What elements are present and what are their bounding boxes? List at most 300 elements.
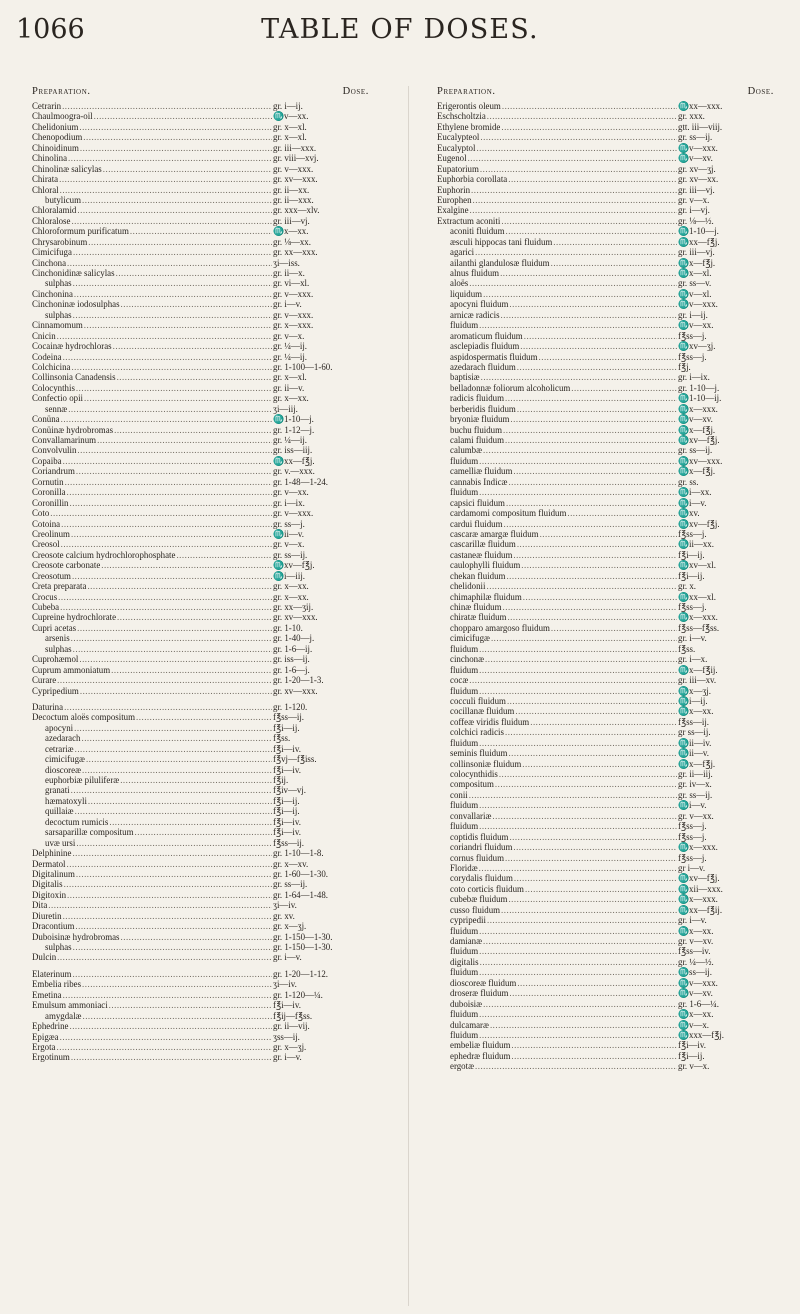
dose-value: f℥i—ij.	[273, 722, 300, 733]
preparation-name: Euphorbia corollata	[437, 174, 508, 185]
dose-entry	[32, 174, 377, 184]
dose-entry	[437, 529, 782, 539]
preparation-name: Ergotinum	[32, 1052, 70, 1063]
dose-entry	[437, 873, 782, 883]
dose-entry	[437, 665, 782, 675]
dose-entry	[32, 592, 377, 602]
dose-entry	[32, 969, 377, 979]
dot-leader	[517, 539, 677, 549]
preparation-name: Creolinum	[32, 528, 70, 539]
preparation-name: fluidum	[450, 455, 479, 466]
dot-leader	[57, 952, 272, 962]
dose-entry	[32, 890, 377, 900]
dot-leader	[83, 132, 272, 142]
dose-value: gr. xv—xx.	[678, 174, 719, 185]
dose-value: ♏v—xv.	[678, 153, 713, 164]
dose-value: f℥ss—j.	[678, 351, 707, 362]
preparation-name: uvæ ursi	[45, 837, 76, 848]
dose-entry	[437, 132, 782, 142]
dose-value: ♏xii—xxx.	[678, 883, 723, 894]
dot-leader	[492, 811, 677, 821]
dose-value: gr. xv.	[273, 910, 295, 921]
dose-entry	[437, 550, 782, 560]
preparation-name: Digitoxin	[32, 889, 67, 900]
preparation-name: decoctum rumicis	[45, 816, 109, 827]
dose-entry	[437, 853, 782, 863]
preparation-name: baptisiæ	[450, 372, 480, 383]
dose-value: ♏v—xv.	[678, 414, 713, 425]
dot-leader	[475, 247, 677, 257]
dose-entry	[32, 299, 377, 309]
preparation-name: Chelidonium	[32, 121, 79, 132]
dot-leader	[501, 216, 677, 226]
dose-entry	[437, 999, 782, 1009]
dose-entry	[437, 821, 782, 831]
dose-value: gr. x—xv.	[273, 858, 309, 869]
preparation-name: Chloralamid	[32, 205, 77, 216]
dose-entry	[32, 1032, 377, 1042]
dose-entry	[32, 310, 377, 320]
dose-entry	[437, 560, 782, 570]
dot-leader	[80, 686, 272, 696]
dose-value: gr. 1-150—1-30.	[273, 931, 333, 942]
preparation-name: aromaticum fluidum	[450, 330, 523, 341]
dose-entry	[437, 320, 782, 330]
dose-list	[437, 101, 782, 1072]
dot-leader	[507, 612, 677, 622]
preparation-name: dioscoreæ fluidum	[450, 977, 517, 988]
preparation-name: Creosote carbonate	[32, 560, 101, 571]
dose-entry	[437, 445, 782, 455]
preparation-name: ergotæ	[450, 1061, 474, 1072]
dose-entry	[32, 383, 377, 393]
preparation-name: cubebæ fluidum	[450, 894, 508, 905]
dose-entry	[32, 425, 377, 435]
dose-entry	[437, 341, 782, 351]
preparation-name: coto corticis fluidum	[450, 883, 524, 894]
dose-value: ♏1-10—j.	[678, 226, 719, 237]
preparation-name: sulphas	[45, 278, 72, 289]
dot-leader	[121, 299, 272, 309]
dot-leader	[483, 445, 677, 455]
dose-value: ♏x—xxx.	[678, 894, 718, 905]
dot-leader	[487, 111, 677, 121]
dot-leader	[68, 404, 272, 414]
dose-entry	[32, 320, 377, 330]
dose-entry	[32, 723, 377, 733]
preparation-name: Ephedrine	[32, 1021, 69, 1032]
dose-value: ʒi—iss.	[273, 257, 300, 268]
dose-entry	[32, 529, 377, 539]
dose-value: f℥ss—j.	[678, 330, 707, 341]
preparation-name: Convolvulin	[32, 445, 77, 456]
dot-leader	[469, 790, 677, 800]
dot-leader	[61, 539, 272, 549]
dose-value: gr. x—ʒj.	[273, 1041, 307, 1052]
dot-leader	[517, 404, 677, 414]
preparation-name: Chenopodium	[32, 132, 83, 143]
dot-leader	[130, 226, 272, 236]
dot-leader	[479, 821, 677, 831]
dose-entry	[437, 435, 782, 445]
dot-leader	[508, 894, 677, 904]
preparation-name: Ethylene bromide	[437, 121, 501, 132]
dose-value: gr. 1-6—¼.	[678, 998, 719, 1009]
dose-value: gr. ¼—ij.	[273, 351, 308, 362]
dose-value: f℥j.	[678, 361, 691, 372]
preparation-name: apocyni fluidum	[450, 299, 509, 310]
dose-value: ♏1-10—ij.	[678, 393, 722, 404]
preparation-name: azedarach fluidum	[450, 361, 516, 372]
preparation-name: fluidum	[450, 320, 479, 331]
dose-entry	[32, 247, 377, 257]
dose-entry	[437, 967, 782, 977]
preparation-name: cocculi fluidum	[450, 695, 506, 706]
dose-value: gr. i—v.	[678, 915, 707, 926]
dot-leader	[475, 1061, 677, 1071]
dot-leader	[551, 258, 677, 268]
dose-entry	[32, 921, 377, 931]
dose-value: ʒss—ij.	[273, 1031, 300, 1042]
preparation-name: Chloroformum purificatum	[32, 226, 129, 237]
preparation-name: Emulsum ammoniaci	[32, 1000, 108, 1011]
dose-value: ♏x—xx.	[678, 925, 714, 936]
preparation-name: fluidum	[450, 925, 479, 936]
dot-leader	[88, 237, 272, 247]
dose-value: gr. x—xx.	[273, 393, 309, 404]
dot-leader	[479, 946, 677, 956]
dot-leader	[483, 999, 677, 1009]
dot-leader	[479, 456, 677, 466]
dose-entry	[437, 727, 782, 737]
dose-value: ♏x—f℥j.	[678, 758, 716, 769]
dose-value: f℥ss—ij.	[678, 716, 710, 727]
dot-leader	[505, 853, 677, 863]
dot-leader	[84, 393, 272, 403]
preparation-name: Cuprohæmol	[32, 654, 79, 665]
dose-value: gr. ⅛—xx.	[273, 236, 311, 247]
dose-entry	[437, 352, 782, 362]
dose-value: ♏xv—f℥j.	[678, 435, 720, 445]
dose-value: ♏x—xx.	[678, 1009, 714, 1020]
dose-value: ʒi—iv.	[273, 900, 297, 911]
dose-entry	[437, 988, 782, 998]
preparation-name: cocæ	[450, 675, 469, 686]
dose-entry	[437, 101, 782, 111]
dose-entry	[32, 226, 377, 236]
preparation-name: belladonnæ foliorum alcoholicum	[450, 382, 571, 393]
dot-leader	[539, 352, 677, 362]
dose-entry	[32, 205, 377, 215]
dose-value: gr. xx—ʒij.	[273, 602, 314, 612]
dose-value: gr. 1-64—1-48.	[273, 889, 328, 900]
dot-leader	[67, 258, 272, 268]
dose-entry	[32, 990, 377, 1000]
dose-entry	[32, 132, 377, 142]
preparation-name: Conüna	[32, 414, 60, 425]
preparation-name: Cnicin	[32, 330, 56, 341]
dot-leader	[63, 456, 272, 466]
preparation-name: Epigæa	[32, 1031, 59, 1042]
preparation-name: sulphas	[45, 643, 72, 654]
dot-leader	[101, 560, 272, 570]
dose-entry	[32, 942, 377, 952]
preparation-name: fluidum	[450, 664, 479, 675]
preparation-name: sulphas	[45, 942, 72, 952]
dot-leader	[58, 592, 272, 602]
dose-value: f℥i—ij.	[678, 570, 705, 581]
preparation-name: embeliæ fluidum	[450, 1040, 511, 1051]
preparation-name: Chloral	[32, 184, 59, 195]
dose-value: gr. iii—vj.	[273, 215, 310, 226]
dose-value: ♏x—xxx.	[678, 612, 718, 623]
dose-entry	[437, 571, 782, 581]
dose-value: ♏xx—f℥ij.	[678, 904, 723, 915]
dose-entry	[437, 362, 782, 372]
dose-entry	[32, 1042, 377, 1052]
preparation-name: corydalis fluidum	[450, 873, 513, 884]
dot-leader	[505, 727, 677, 737]
dose-entry	[32, 101, 377, 111]
dot-leader	[114, 425, 272, 435]
dose-entry	[437, 894, 782, 904]
dot-leader	[74, 289, 272, 299]
dot-leader	[480, 957, 677, 967]
dot-leader	[473, 195, 677, 205]
preparation-name: Cetrarin	[32, 101, 62, 111]
dose-entry	[32, 796, 377, 806]
dose-value: ♏i—v.	[678, 497, 707, 508]
dose-entry	[32, 435, 377, 445]
dose-value: gr. viii—xvj.	[273, 153, 319, 164]
dot-leader	[508, 748, 677, 758]
dot-leader	[524, 331, 677, 341]
preparation-heading: Preparation.	[32, 86, 91, 97]
dose-value: f℥ss—ij.	[273, 712, 305, 723]
dose-entry	[437, 623, 782, 633]
dose-entry	[437, 258, 782, 268]
preparation-name: agarici	[450, 247, 475, 258]
dot-leader	[82, 195, 272, 205]
dose-value: gr. ss—v.	[678, 278, 712, 289]
dose-entry	[437, 696, 782, 706]
preparation-name: granati	[45, 785, 70, 796]
dose-entry	[437, 153, 782, 163]
preparation-name: Copaiba	[32, 455, 62, 466]
preparation-name: butylicum	[45, 194, 81, 205]
preparation-name: Cinchonina	[32, 288, 73, 299]
preparation-name: Coronilla	[32, 487, 66, 498]
preparation-name: convallariæ	[450, 810, 492, 821]
dot-leader	[511, 1051, 677, 1061]
dose-value: f℥ss—iv.	[678, 946, 711, 957]
preparation-name: Dulcin	[32, 952, 57, 963]
preparation-name: Creosotum	[32, 570, 71, 581]
dose-value: ♏xv—xxx.	[678, 455, 723, 466]
dose-value: gr. ¼—½.	[678, 956, 714, 967]
column-header	[32, 86, 377, 100]
dot-leader	[468, 153, 677, 163]
dot-leader	[505, 435, 677, 445]
dot-leader	[87, 581, 272, 591]
preparation-name: cypripedii	[450, 915, 486, 926]
preparation-name: Euphorin	[437, 184, 471, 195]
preparation-name: dulcamaræ	[450, 1019, 489, 1030]
dose-value: ♏xv—f℥j.	[273, 560, 315, 571]
preparation-name: Confectio opii	[32, 393, 84, 404]
dose-value: ♏i—iij.	[273, 570, 306, 581]
dose-entry	[437, 164, 782, 174]
preparation-name: Dita	[32, 900, 48, 911]
dose-value: gr. ¼—ij.	[273, 341, 308, 352]
dose-value: gr. xxx—xlv.	[273, 205, 320, 216]
dose-entry	[437, 466, 782, 476]
preparation-name: Creta preparata	[32, 581, 87, 592]
dose-entry	[437, 1030, 782, 1040]
dose-entry	[32, 362, 377, 372]
dot-leader	[64, 879, 272, 889]
dose-value: gtt. iii—viij.	[678, 121, 723, 132]
dose-entry	[32, 289, 377, 299]
dose-value: f℥i—ij.	[678, 549, 705, 560]
dot-leader	[79, 122, 272, 132]
dose-value: gr. xv—ʒj.	[678, 163, 716, 174]
preparation-name: chelidonii	[450, 581, 486, 592]
dose-entry	[32, 754, 377, 764]
dose-entry	[437, 602, 782, 612]
dot-leader	[82, 979, 272, 989]
preparation-name: fluidum	[450, 1009, 479, 1020]
dot-leader	[71, 633, 272, 643]
dose-entry	[437, 477, 782, 487]
dose-entry	[32, 686, 377, 696]
dot-leader	[71, 1052, 272, 1062]
dose-value: ♏x—ʒj.	[678, 685, 711, 696]
dot-leader	[501, 310, 677, 320]
dose-entry	[437, 978, 782, 988]
dose-value: ʒi—iij.	[273, 403, 298, 414]
dot-leader	[487, 581, 678, 591]
preparation-name: aconiti fluidum	[450, 226, 505, 237]
dose-entry	[437, 393, 782, 403]
dot-leader	[88, 796, 272, 806]
dose-value: gr. x.	[678, 581, 696, 592]
dose-entry	[32, 1000, 377, 1010]
preparation-name: Eucalypteol	[437, 132, 480, 143]
dose-entry	[32, 268, 377, 278]
preparation-name: Cinchona	[32, 257, 67, 268]
dose-value: ♏ii—xx.	[678, 539, 714, 550]
dose-entry	[437, 926, 782, 936]
dose-entry	[32, 539, 377, 549]
dose-value: f℥ss—j.	[678, 602, 707, 612]
dose-value: gr. 1-48—1-24.	[273, 476, 328, 487]
dot-leader	[67, 487, 272, 497]
preparation-name: alnus fluidum	[450, 268, 500, 278]
preparation-name: compositum	[450, 779, 494, 790]
dose-entry	[437, 247, 782, 257]
dose-value: ♏x—f℥j.	[678, 466, 716, 477]
dose-value: gr. xv—xxx.	[273, 685, 318, 696]
dot-leader	[81, 733, 272, 743]
dose-value: f℥ss.	[273, 733, 291, 744]
dose-entry	[437, 612, 782, 622]
dose-entry	[32, 508, 377, 518]
dose-entry	[437, 372, 782, 382]
preparation-name: colchici radicis	[450, 727, 504, 738]
dot-leader	[505, 226, 677, 236]
dose-entry	[32, 581, 377, 591]
preparation-name: Colocynthis	[32, 382, 75, 393]
preparation-name: cinchonæ	[450, 654, 485, 665]
dot-leader	[73, 644, 272, 654]
dose-value: gr. ii—vij.	[273, 1021, 310, 1032]
dose-value: gr. 1-20—1-3.	[273, 675, 324, 686]
preparation-name: fluidum	[450, 643, 479, 654]
dose-value: gr. 1-20—1-12.	[273, 968, 328, 979]
dose-value: gr. v—xxx.	[273, 163, 314, 174]
dot-leader	[513, 550, 677, 560]
dose-entry	[32, 352, 377, 362]
dose-value: ♏x—f℥j.	[678, 257, 716, 268]
dot-leader	[48, 900, 272, 910]
dot-leader	[567, 508, 677, 518]
dot-leader	[75, 921, 272, 931]
dot-leader	[551, 623, 677, 633]
preparation-name: cardamomi compositum fluidum	[450, 508, 567, 519]
preparation-name: cusso fluidum	[450, 904, 501, 915]
dot-leader	[530, 717, 677, 727]
dose-entry	[32, 654, 377, 664]
preparation-name: Cypripedium	[32, 685, 79, 696]
dot-leader	[75, 806, 272, 816]
preparation-name: chimaphilæ fluidum	[450, 591, 522, 602]
dose-entry	[32, 817, 377, 827]
dot-leader	[509, 832, 677, 842]
dot-leader	[73, 310, 272, 320]
dose-value: gr ss—ij.	[678, 727, 711, 738]
preparation-name: Ergota	[32, 1041, 56, 1052]
dot-leader	[479, 320, 677, 330]
dose-entry	[437, 508, 782, 518]
dot-leader	[495, 779, 677, 789]
dot-leader	[491, 633, 677, 643]
preparation-name: Cotoina	[32, 518, 61, 529]
dose-value: ♏v—x.	[678, 1019, 710, 1030]
dot-leader	[82, 1011, 272, 1021]
preparation-name: buchu fluidum	[450, 424, 503, 435]
dose-value: gr. ss—ij.	[678, 445, 713, 456]
dose-value: gr. i—x.	[678, 654, 708, 665]
dot-leader	[507, 696, 677, 706]
dot-leader	[77, 205, 272, 215]
dot-leader	[523, 592, 677, 602]
dose-value: ♏v—xxx.	[678, 977, 718, 988]
dose-entry	[437, 915, 782, 925]
dot-leader	[135, 827, 273, 837]
dose-entry	[32, 702, 377, 712]
dose-value: gr. v—xv.	[678, 936, 714, 946]
dose-value: ♏x—xl.	[678, 268, 712, 278]
preparation-name: Conüinæ hydrobromas	[32, 424, 114, 435]
dot-leader	[74, 723, 272, 733]
dose-value: ♏xv—f℥j.	[678, 873, 720, 884]
preparation-name: chekan fluidum	[450, 570, 506, 581]
preparation-name: Chirata	[32, 174, 59, 185]
dot-leader	[511, 1040, 677, 1050]
dot-leader	[479, 1030, 677, 1040]
dot-leader	[480, 132, 677, 142]
